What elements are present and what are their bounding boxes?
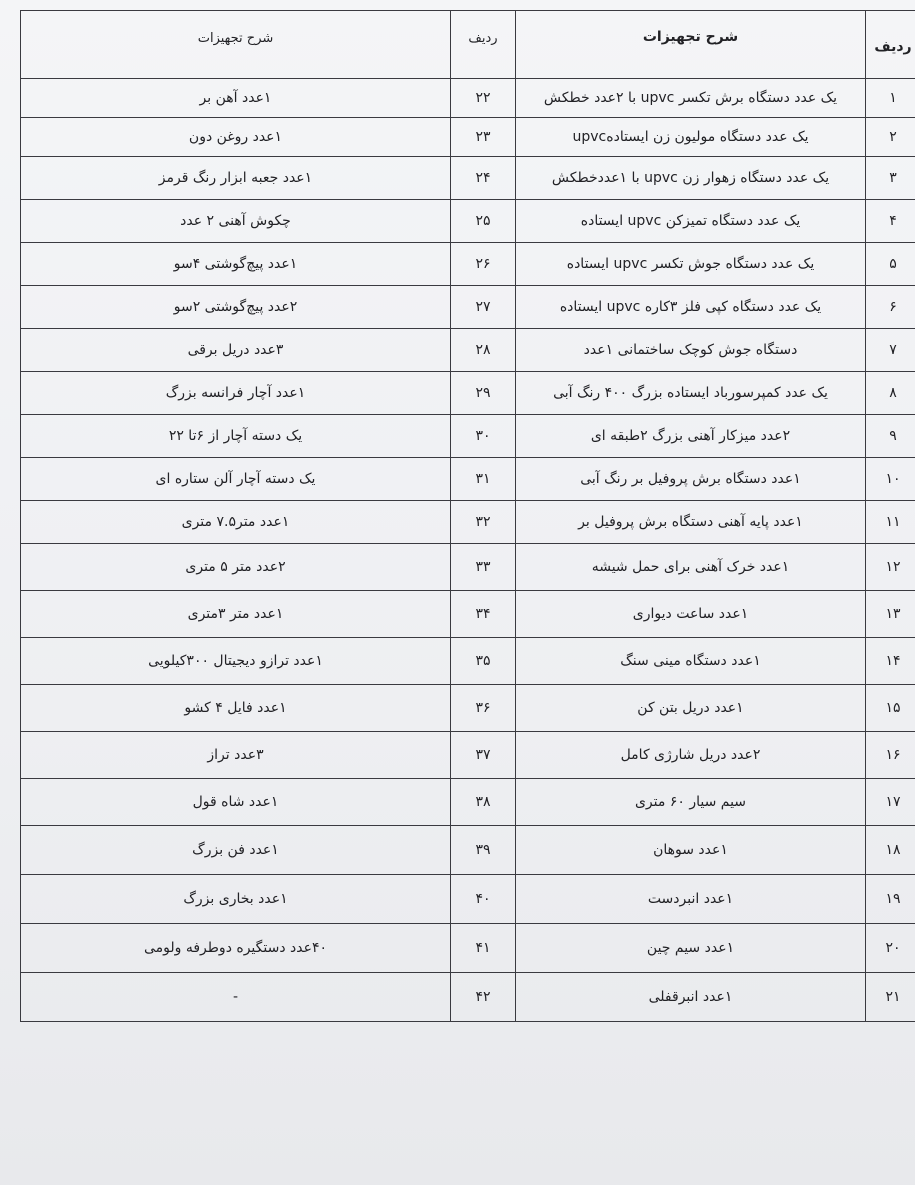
description-left: ۱عدد پیچ‌گوشتی ۴سو	[21, 243, 451, 286]
row-number-right: ۷	[866, 329, 915, 372]
description-right: یک عدد دستگاه مولیون زن ایستادهupvc	[516, 118, 866, 157]
row-number-right: ۱۹	[866, 875, 915, 924]
description-right: ۱عدد پایه آهنی دستگاه برش پروفیل بر	[516, 501, 866, 544]
table-row	[21, 200, 915, 243]
row-number-left: ۴۰	[451, 875, 516, 924]
description-left: ۱عدد شاه قول	[21, 779, 451, 826]
table-row	[21, 458, 915, 501]
description-right: ۱عدد سوهان	[516, 826, 866, 875]
row-number-left: ۳۸	[451, 779, 516, 826]
table-row	[21, 732, 915, 779]
table-row	[21, 415, 915, 458]
row-number-left: ۲۳	[451, 118, 516, 157]
row-number-left: ۲۶	[451, 243, 516, 286]
row-number-left: ۳۲	[451, 501, 516, 544]
row-number-left: ۳۰	[451, 415, 516, 458]
description-left: ۳عدد دریل برقی	[21, 329, 451, 372]
table-row	[21, 544, 915, 591]
description-right: یک عدد دستگاه برش تکسر upvc با ۲عدد خطکش	[516, 79, 866, 118]
row-number-right: ۱۰	[866, 458, 915, 501]
row-number-right: ۱۷	[866, 779, 915, 826]
header-description-left: شرح تجهیزات	[21, 11, 451, 79]
table-row	[21, 779, 915, 826]
row-number-right: ۳	[866, 157, 915, 200]
row-number-left: ۳۱	[451, 458, 516, 501]
description-left: یک دسته آچار آلن ستاره ای	[21, 458, 451, 501]
row-number-left: ۳۳	[451, 544, 516, 591]
table-row	[21, 243, 915, 286]
equipment-table	[20, 10, 915, 1022]
description-right: ۱عدد سیم چین	[516, 924, 866, 973]
table-row	[21, 118, 915, 157]
description-right: ۲عدد میزکار آهنی بزرگ ۲طبقه ای	[516, 415, 866, 458]
description-right: یک عدد کمپرسورباد ایستاده بزرگ ۴۰۰ رنگ آبی	[516, 372, 866, 415]
description-left: ۱عدد آهن بر	[21, 79, 451, 118]
description-left: ۲عدد متر ۵ متری	[21, 544, 451, 591]
description-left: ۱عدد بخاری بزرگ	[21, 875, 451, 924]
description-right: ۲عدد دریل شارژی کامل	[516, 732, 866, 779]
row-number-left: ۲۲	[451, 79, 516, 118]
description-left: ۱عدد جعبه ابزار رنگ قرمز	[21, 157, 451, 200]
table-row	[21, 329, 915, 372]
row-number-left: ۳۴	[451, 591, 516, 638]
table-row	[21, 79, 915, 118]
table-header-row	[21, 11, 915, 79]
description-left: یک دسته آچار از ۶تا ۲۲	[21, 415, 451, 458]
row-number-right: ۱	[866, 79, 915, 118]
description-left: ۳عدد تراز	[21, 732, 451, 779]
row-number-right: ۱۳	[866, 591, 915, 638]
description-left: ۱عدد آچار فرانسه بزرگ	[21, 372, 451, 415]
description-right: ۱عدد انبرقفلی	[516, 973, 866, 1022]
row-number-left: ۳۵	[451, 638, 516, 685]
description-left: ۱عدد روغن دون	[21, 118, 451, 157]
row-number-left: ۳۶	[451, 685, 516, 732]
row-number-right: ۵	[866, 243, 915, 286]
row-number-left: ۴۱	[451, 924, 516, 973]
description-left: چکوش آهنی ۲ عدد	[21, 200, 451, 243]
table-row	[21, 638, 915, 685]
row-number-right: ۱۱	[866, 501, 915, 544]
row-number-right: ۱۶	[866, 732, 915, 779]
row-number-right: ۲۱	[866, 973, 915, 1022]
description-right: یک عدد دستگاه تمیزکن upvc ایستاده	[516, 200, 866, 243]
description-left: ۱عدد فن بزرگ	[21, 826, 451, 875]
header-row-number-right: ردیف	[866, 11, 915, 79]
description-right: یک عدد دستگاه کپی فلز ۳کاره upvc ایستاده	[516, 286, 866, 329]
row-number-right: ۱۵	[866, 685, 915, 732]
row-number-right: ۴	[866, 200, 915, 243]
row-number-left: ۳۷	[451, 732, 516, 779]
row-number-left: ۳۹	[451, 826, 516, 875]
table-row	[21, 501, 915, 544]
table-row	[21, 372, 915, 415]
table-row	[21, 286, 915, 329]
row-number-left: ۴۲	[451, 973, 516, 1022]
description-left: ۴۰عدد دستگیره دوطرفه ولومی	[21, 924, 451, 973]
table-row	[21, 875, 915, 924]
description-left: ۱عدد فایل ۴ کشو	[21, 685, 451, 732]
row-number-left: ۲۹	[451, 372, 516, 415]
table-body	[21, 79, 915, 1022]
table-row	[21, 924, 915, 973]
row-number-right: ۲۰	[866, 924, 915, 973]
table-row	[21, 973, 915, 1022]
description-left: -	[21, 973, 451, 1022]
description-right: ۱عدد دریل بتن کن	[516, 685, 866, 732]
row-number-right: ۱۸	[866, 826, 915, 875]
row-number-right: ۱۲	[866, 544, 915, 591]
row-number-right: ۶	[866, 286, 915, 329]
row-number-right: ۱۴	[866, 638, 915, 685]
description-right: ۱عدد انبردست	[516, 875, 866, 924]
description-left: ۱عدد متر۷.۵ متری	[21, 501, 451, 544]
row-number-left: ۲۵	[451, 200, 516, 243]
row-number-right: ۹	[866, 415, 915, 458]
header-description-right: شرح تجهیزات	[516, 11, 866, 79]
description-right: ۱عدد ساعت دیواری	[516, 591, 866, 638]
table-row	[21, 157, 915, 200]
row-number-left: ۲۸	[451, 329, 516, 372]
row-number-right: ۲	[866, 118, 915, 157]
table-row	[21, 826, 915, 875]
table-row	[21, 685, 915, 732]
description-right: ۱عدد دستگاه مینی سنگ	[516, 638, 866, 685]
header-row-number-left: ردیف	[451, 11, 516, 79]
row-number-left: ۲۷	[451, 286, 516, 329]
description-right: یک عدد دستگاه زهوار زن upvc با ۱عددخطکش	[516, 157, 866, 200]
description-left: ۱عدد ترازو دیجیتال ۳۰۰کیلویی	[21, 638, 451, 685]
description-left: ۱عدد متر ۳متری	[21, 591, 451, 638]
table-row	[21, 591, 915, 638]
description-right: ۱عدد دستگاه برش پروفیل بر رنگ آبی	[516, 458, 866, 501]
description-right: یک عدد دستگاه جوش تکسر upvc ایستاده	[516, 243, 866, 286]
row-number-right: ۸	[866, 372, 915, 415]
description-right: دستگاه جوش کوچک ساختمانی ۱عدد	[516, 329, 866, 372]
description-right: ۱عدد خرک آهنی برای حمل شیشه	[516, 544, 866, 591]
description-left: ۲عدد پیچ‌گوشتی ۲سو	[21, 286, 451, 329]
row-number-left: ۲۴	[451, 157, 516, 200]
description-right: سیم سیار ۶۰ متری	[516, 779, 866, 826]
